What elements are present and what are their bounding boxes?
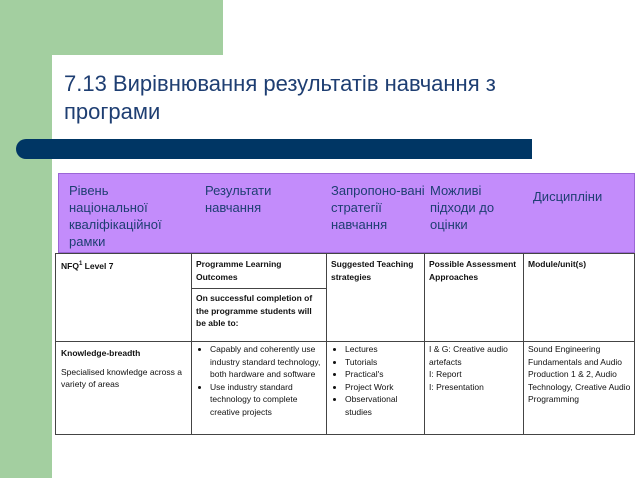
list-item: • Capably and coherently use industry standard technology, both hardware and software — [210, 343, 324, 381]
list-item: I: Presentation — [429, 381, 484, 392]
list-item: • Practical's — [345, 368, 423, 381]
list-item: I & G: Creative audio artefacts — [429, 344, 508, 367]
list-item: • Use industry standard technology to complete creative projects — [210, 381, 324, 419]
plo-subheading: On successful completion of the programme students will be able to: — [196, 293, 313, 328]
header-col-disciplines: Дисципліни — [533, 189, 603, 204]
nfq-footnote: 1 — [78, 261, 83, 267]
strategies-heading: Suggested Teaching strategies — [331, 259, 414, 282]
nfq-label: NFQ — [61, 260, 79, 271]
table-head-module — [528, 258, 632, 271]
descriptor-cell — [61, 347, 186, 391]
table-head-nfq — [61, 258, 186, 272]
table-divider — [191, 288, 326, 289]
slide-title: 7.13 Вирівнювання результатів навчання з програми — [64, 71, 496, 124]
outcomes-alignment-table — [55, 253, 635, 435]
descriptor-title: Knowledge-breadth — [61, 348, 141, 358]
list-item: • Project Work — [345, 381, 423, 394]
outcomes-cell — [196, 343, 324, 418]
table-divider — [523, 254, 524, 434]
title-underline-bar — [16, 139, 532, 159]
table-head-plo — [196, 258, 321, 283]
nfq-level: Level 7 — [82, 260, 114, 271]
list-item: • Lectures — [345, 343, 423, 356]
table-divider — [326, 254, 327, 434]
table-head-plo-sub — [196, 292, 321, 330]
assessment-heading: Possible Assessment Approaches — [429, 259, 517, 282]
table-divider — [191, 254, 192, 434]
table-head-strategies — [331, 258, 421, 283]
header-col-nqf-level: Рівень національної кваліфікаційної рамки — [69, 183, 162, 249]
header-col-outcomes: Результати навчання — [205, 183, 272, 215]
module-heading: Module/unit(s) — [528, 259, 587, 269]
header-col-strategies: Запропоно-вані стратегії навчання — [331, 183, 425, 232]
list-item: • Tutorials — [345, 356, 423, 369]
header-col-assessment: Можливі підходи до оцінки — [430, 183, 495, 232]
modules-cell: Sound Engineering Fundamentals and Audio Production 1 & 2, Audio Technology, Creative Audio Programming — [528, 344, 631, 404]
table-head-assessment — [429, 258, 521, 283]
strategies-cell — [331, 343, 423, 418]
decor-green-left — [0, 0, 52, 478]
table-divider — [424, 254, 425, 434]
descriptor-text: Specialised knowledge across a variety of areas — [61, 366, 182, 389]
table-divider — [56, 341, 634, 342]
list-item: • Observational studies — [345, 393, 423, 418]
plo-heading: Programme Learning Outcomes — [196, 259, 282, 282]
list-item: I: Report — [429, 369, 462, 379]
translated-header-row — [58, 173, 635, 253]
assessment-cell — [429, 343, 521, 393]
